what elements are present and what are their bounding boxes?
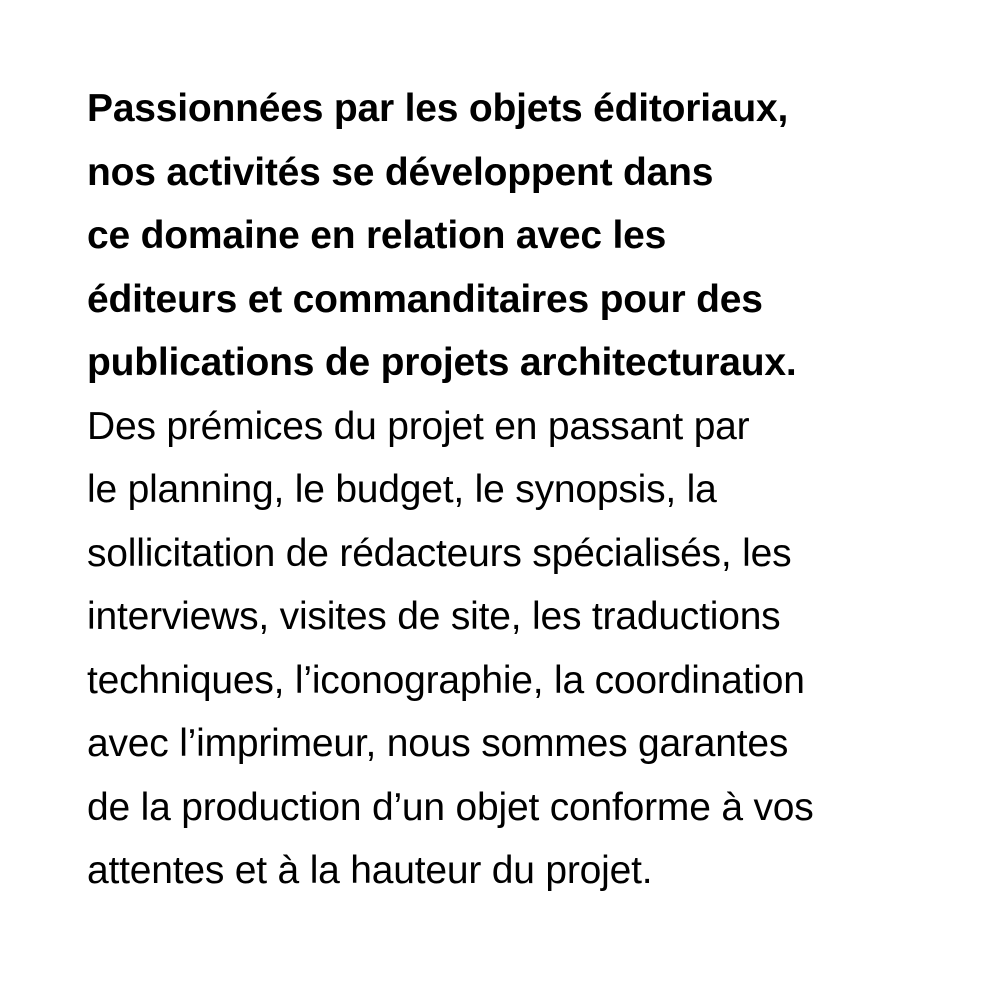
body-line: avec l’imprimeur, nous sommes garantes <box>87 722 789 765</box>
body-line: le planning, le budget, le synopsis, la <box>87 468 717 511</box>
intro-line: Passionnées par les objets éditoriaux, <box>87 87 789 130</box>
body-line: attentes et à la hauteur du projet. <box>87 849 653 892</box>
intro-line: ce domaine en relation avec les <box>87 214 667 257</box>
body-line: de la production d’un objet conforme à vos <box>87 785 814 829</box>
intro-line: nos activités se développent dans <box>87 150 714 194</box>
body-line: interviews, visites de site, les traductions <box>87 595 781 638</box>
body-line: Des prémices du projet en passant par <box>87 404 750 448</box>
intro-line: publications de projets architecturaux. <box>87 341 797 384</box>
intro-line: éditeurs et commanditaires pour des <box>87 277 763 321</box>
body-line: techniques, l’iconographie, la coordination <box>87 658 805 702</box>
body-line: sollicitation de rédacteurs spécialisés, les <box>87 531 792 575</box>
text-block <box>87 77 987 903</box>
